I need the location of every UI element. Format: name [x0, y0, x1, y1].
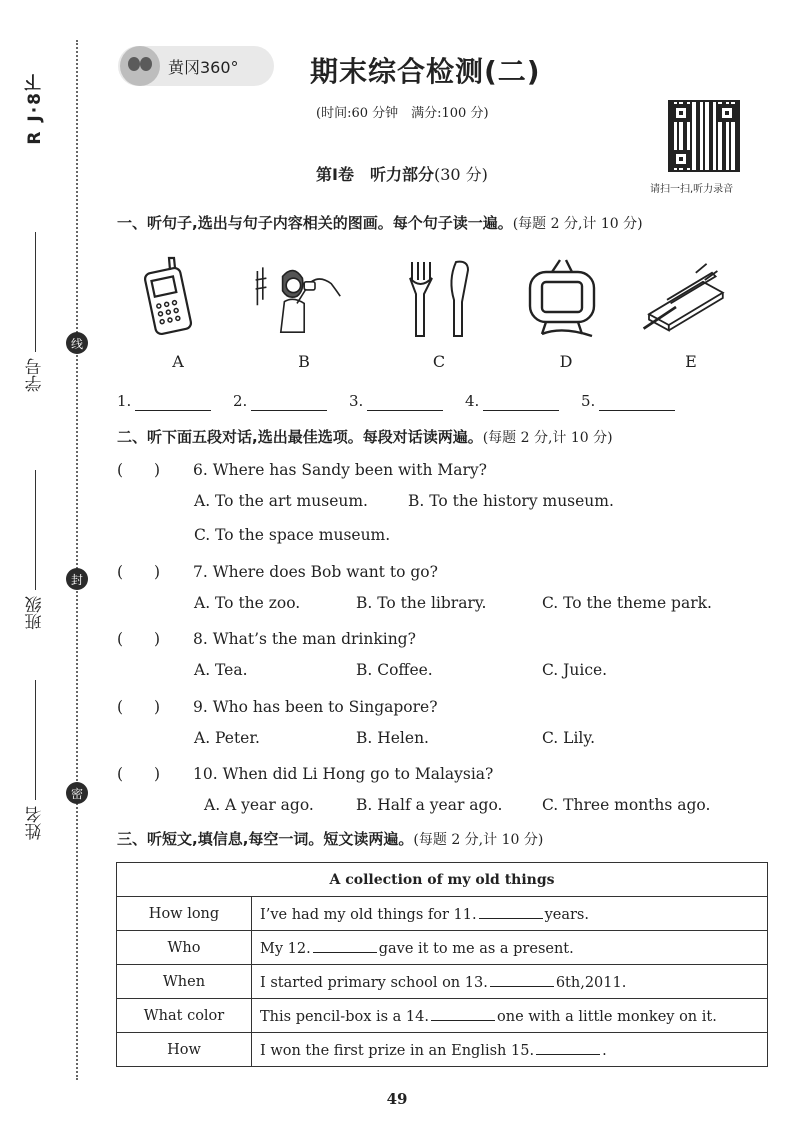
- q7-option-b: B. To the library.: [356, 594, 487, 612]
- row-content: My 12. gave it to me as a present.: [252, 931, 768, 965]
- part-title: 第Ⅰ卷 听力部分(30 分): [316, 165, 488, 184]
- qr-caption: 请扫一扫,听力录音: [650, 184, 734, 195]
- table-row: [117, 1033, 768, 1067]
- name-label: 姓名: [25, 806, 46, 840]
- picture-label-b: B: [298, 352, 310, 371]
- student-number-line: [34, 232, 36, 352]
- fill-blank-14[interactable]: [431, 1006, 495, 1021]
- picture-label-a: A: [172, 352, 184, 371]
- fork-knife-icon: [398, 256, 488, 340]
- student-number-field[interactable]: [22, 232, 48, 392]
- brand-badge: [118, 46, 274, 86]
- answer-paren-8[interactable]: ( ): [117, 630, 161, 648]
- picture-label-c: C: [432, 352, 446, 371]
- class-label: 班级: [25, 596, 46, 630]
- q7-option-a: A. To the zoo.: [194, 594, 301, 612]
- q10-option-b: B. Half a year ago.: [356, 796, 503, 814]
- answer-paren-7[interactable]: ( ): [117, 563, 161, 581]
- exam-time-score: (时间:60 分钟 满分:100 分): [316, 106, 489, 121]
- q6-option-a: A. To the art museum.: [194, 492, 368, 510]
- q9-option-a: A. Peter.: [194, 729, 260, 747]
- answer-paren-6[interactable]: ( ): [117, 461, 161, 479]
- page-title: 期末综合检测(二): [310, 55, 541, 88]
- picture-label-e: E: [685, 352, 697, 371]
- q6-option-b: B. To the history museum.: [408, 492, 614, 510]
- page-number: 49: [386, 1090, 408, 1108]
- table-title: A collection of my old things: [117, 863, 768, 897]
- table-header-row: [117, 863, 768, 897]
- qr-code-icon[interactable]: [668, 100, 740, 172]
- section2-title: 二、听下面五段对话,选出最佳选项。每段对话读两遍。(每题 2 分,计 10 分): [117, 428, 613, 446]
- table-row: [117, 931, 768, 965]
- series-code: R J·8下: [25, 72, 45, 145]
- row-content: I won the first prize in an English 15. .: [252, 1033, 768, 1067]
- row-key: When: [117, 965, 252, 999]
- brand-logo-icon: [120, 46, 160, 86]
- question-7: ( ) 7. Where does Bob want to go?: [117, 560, 438, 582]
- q9-option-b: B. Helen.: [356, 729, 429, 747]
- section1-title: 一、听句子,选出与句子内容相关的图画。每个句子读一遍。(每题 2 分,计 10 分): [117, 214, 643, 232]
- answer-blank-1[interactable]: 1.: [117, 392, 233, 411]
- row-key: What color: [117, 999, 252, 1033]
- q9-option-c: C. Lily.: [542, 729, 595, 747]
- binding-dotted-line: [76, 40, 78, 1080]
- part-points: (30 分): [433, 165, 488, 184]
- tv-icon: [522, 256, 612, 340]
- row-key: How: [117, 1033, 252, 1067]
- girl-taking-photo-icon: [252, 256, 342, 340]
- answer-blank-3[interactable]: 3.: [349, 392, 465, 411]
- brand-badge-text: 黄冈360°: [168, 57, 239, 77]
- class-field[interactable]: [22, 470, 48, 630]
- question-6: ( ) 6. Where has Sandy been with Mary?: [117, 458, 487, 480]
- question-9: ( ) 9. Who has been to Singapore?: [117, 695, 438, 717]
- table-row: [117, 897, 768, 931]
- question-8: ( ) 8. What’s the man drinking?: [117, 627, 416, 649]
- name-line: [34, 680, 36, 800]
- q7-option-c: C. To the theme park.: [542, 594, 712, 612]
- q8-option-c: C. Juice.: [542, 661, 608, 679]
- answer-paren-10[interactable]: ( ): [117, 765, 161, 783]
- class-line: [34, 470, 36, 590]
- picture-label-d: D: [559, 352, 573, 371]
- name-field[interactable]: [22, 680, 48, 840]
- phone-icon: [136, 256, 226, 340]
- row-key: How long: [117, 897, 252, 931]
- row-content: I started primary school on 13. 6th,2011.: [252, 965, 768, 999]
- fill-blank-12[interactable]: [313, 938, 377, 953]
- student-number-label: 学号: [25, 358, 46, 392]
- answer-blank-4[interactable]: 4.: [465, 392, 581, 411]
- seal-secret-mark: 密: [66, 782, 88, 804]
- table-row: [117, 965, 768, 999]
- q10-option-a: A. A year ago.: [204, 796, 314, 814]
- q8-option-a: A. Tea.: [194, 661, 248, 679]
- fill-blank-11[interactable]: [479, 904, 543, 919]
- seal-seal-mark: 封: [66, 568, 88, 590]
- answer-blank-2[interactable]: 2.: [233, 392, 349, 411]
- row-content: This pencil-box is a 14. one with a little monkey on it.: [252, 999, 768, 1033]
- fill-blank-15[interactable]: [536, 1040, 600, 1055]
- section3-title: 三、听短文,填信息,每空一词。短文读两遍。(每题 2 分,计 10 分): [117, 830, 544, 848]
- answer-blank-5[interactable]: 5.: [581, 392, 697, 411]
- row-key: Who: [117, 931, 252, 965]
- question-10: ( ) 10. When did Li Hong go to Malaysia?: [117, 762, 493, 784]
- seal-line-mark: 线: [66, 332, 88, 354]
- q10-option-c: C. Three months ago.: [542, 796, 711, 814]
- section1-answer-row: [117, 392, 697, 411]
- table-row: [117, 999, 768, 1033]
- pencil-box-icon: [640, 256, 730, 340]
- fill-blank-13[interactable]: [490, 972, 554, 987]
- row-content: I’ve had my old things for 11. years.: [252, 897, 768, 931]
- info-table: [116, 862, 768, 1067]
- answer-paren-9[interactable]: ( ): [117, 698, 161, 716]
- q8-option-b: B. Coffee.: [356, 661, 433, 679]
- q6-option-c: C. To the space museum.: [194, 526, 391, 544]
